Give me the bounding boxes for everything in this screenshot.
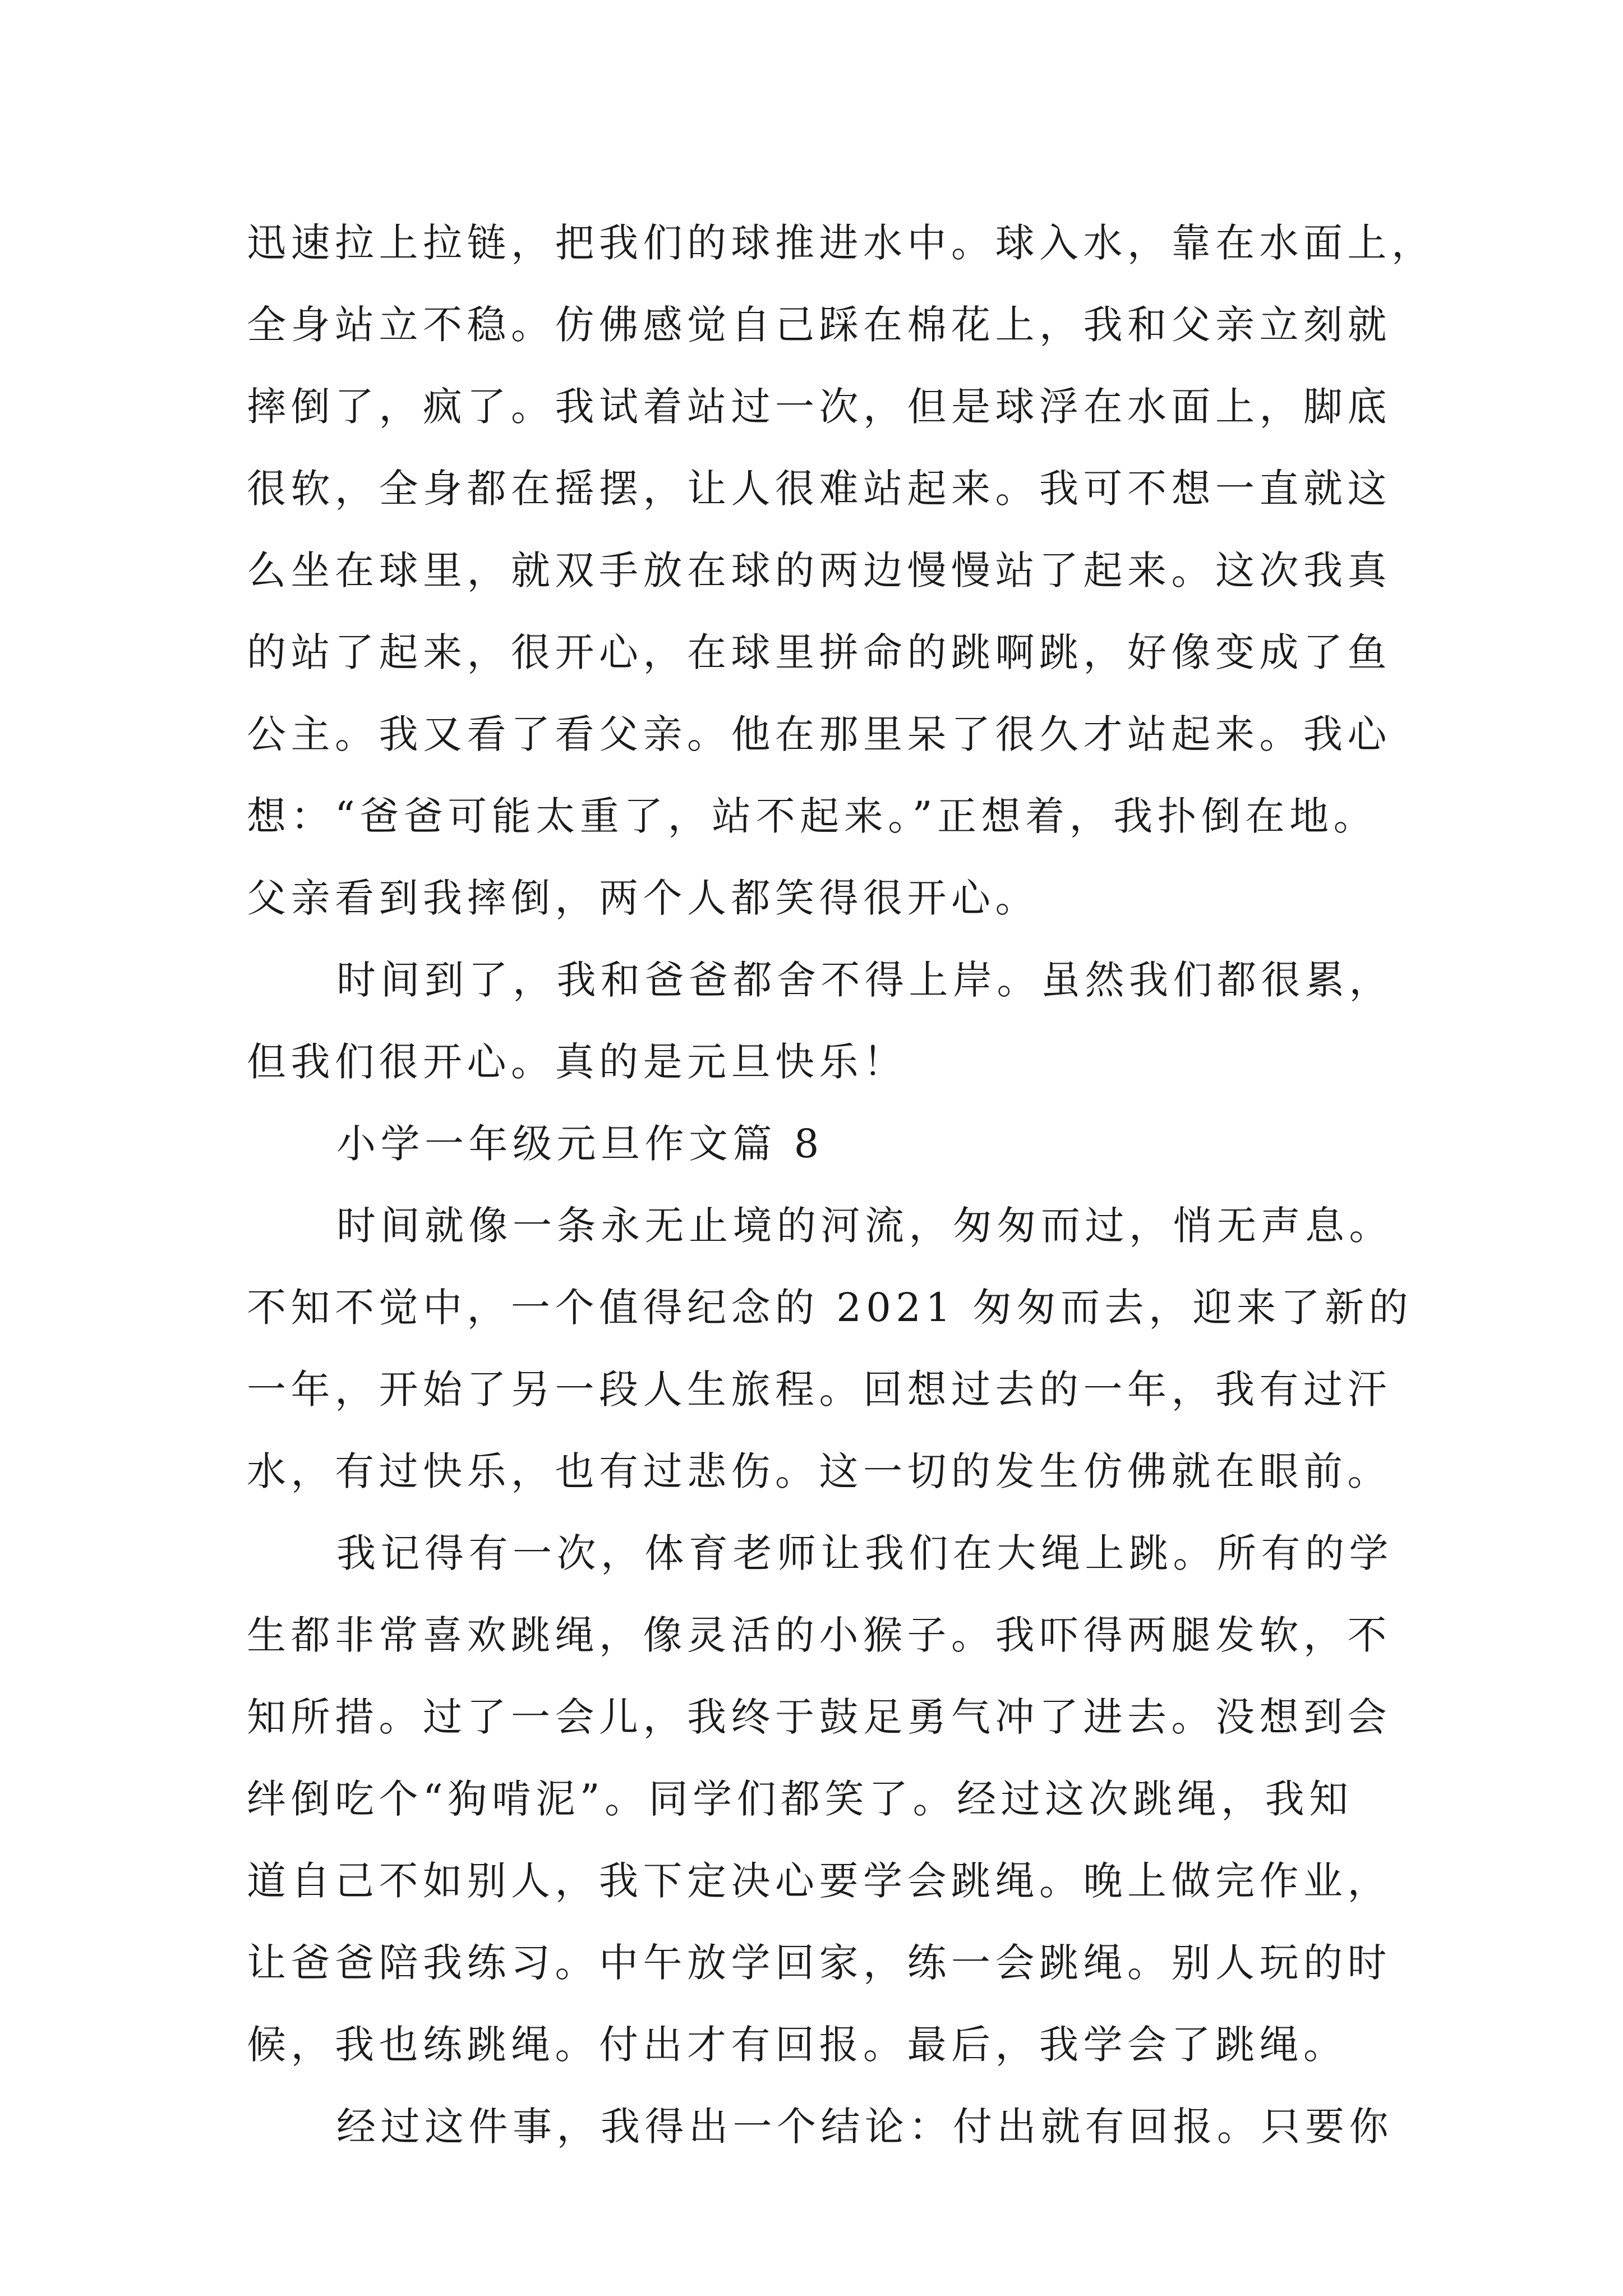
text-line: 但我们很开心。真的是元旦快乐！ — [247, 1039, 907, 1085]
paragraph-start-line: 时间到了，我和爸爸都舍不得上岸。虽然我们都很累， — [336, 957, 1393, 1003]
section-heading: 小学一年级元旦作文篇 8 — [336, 1121, 824, 1167]
text-line: 迅速拉上拉链，把我们的球推进水中。球入水，靠在水面上， — [247, 220, 1436, 266]
text-line: 让爸爸陪我练习。中午放学回家，练一会跳绳。别人玩的时 — [247, 1940, 1391, 1986]
text-line: 公主。我又看了看父亲。他在那里呆了很久才站起来。我心 — [247, 711, 1391, 757]
text-line: 道自己不如别人，我下定决心要学会跳绳。晚上做完作业， — [247, 1858, 1391, 1904]
text-line: 水，有过快乐，也有过悲伤。这一切的发生仿佛就在眼前。 — [247, 1448, 1391, 1494]
text-line: 候，我也练跳绳。付出才有回报。最后，我学会了跳绳。 — [247, 2022, 1348, 2068]
essay-body — [247, 202, 1436, 2168]
paragraph-start-line: 时间就像一条永无止境的河流，匆匆而过，悄无声息。 — [336, 1203, 1393, 1249]
text-line: 绊倒吃个“狗啃泥”。同学们都笑了。经过这次跳绳，我知 — [247, 1776, 1353, 1822]
text-line: 全身站立不稳。仿佛感觉自己踩在棉花上，我和父亲立刻就 — [247, 302, 1391, 348]
text-line: 摔倒了，疯了。我试着站过一次，但是球浮在水面上，脚底 — [247, 384, 1391, 430]
paragraph-start-line: 我记得有一次，体育老师让我们在大绳上跳。所有的学 — [336, 1530, 1393, 1576]
text-line: 么坐在球里，就双手放在球的两边慢慢站了起来。这次我真 — [247, 547, 1391, 593]
text-line: 父亲看到我摔倒，两个人都笑得很开心。 — [247, 875, 1039, 921]
text-line: 很软，全身都在摇摆，让人很难站起来。我可不想一直就这 — [247, 466, 1391, 512]
text-line: 的站了起来，很开心，在球里拼命的跳啊跳，好像变成了鱼 — [247, 629, 1391, 675]
text-line: 一年，开始了另一段人生旅程。回想过去的一年，我有过汗 — [247, 1366, 1391, 1412]
paragraph-start-line: 经过这件事，我得出一个结论：付出就有回报。只要你 — [336, 2104, 1393, 2150]
text-line: 知所措。过了一会儿，我终于鼓足勇气冲了进去。没想到会 — [247, 1694, 1391, 1740]
text-line: 生都非常喜欢跳绳，像灵活的小猴子。我吓得两腿发软，不 — [247, 1612, 1391, 1658]
text-line: 想：“爸爸可能太重了，站不起来。”正想着，我扑倒在地。 — [247, 793, 1378, 839]
text-line: 不知不觉中，一个值得纪念的 2021 匆匆而去，迎来了新的 — [247, 1285, 1413, 1331]
